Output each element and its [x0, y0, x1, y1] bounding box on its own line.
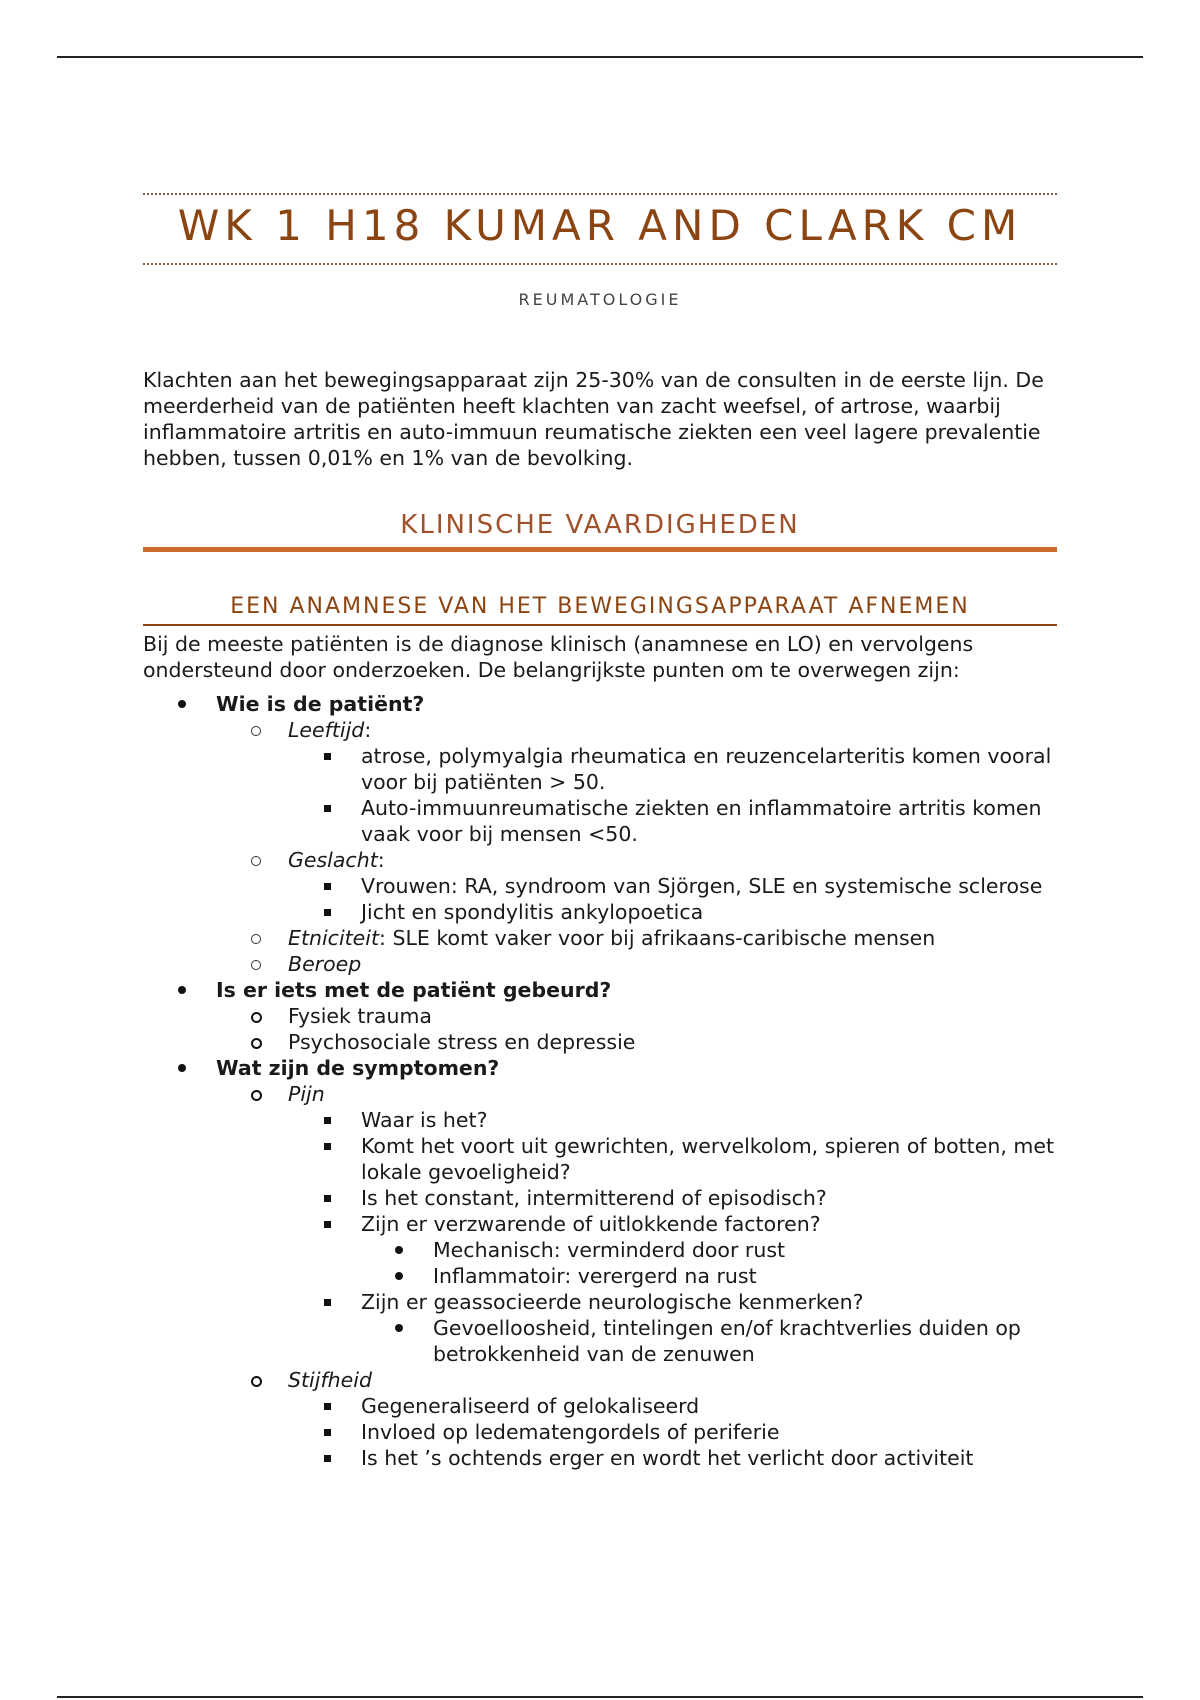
- list-item-label: Leeftijd: [288, 718, 365, 742]
- list-item: [143, 1133, 1057, 1185]
- list-item-text: Psychosociale stress en depressie: [288, 1030, 636, 1054]
- subsection-heading: EEN ANAMNESE VAN HET BEWEGINGSAPPARAAT AFNEMEN: [230, 594, 970, 619]
- list-item-label: Etniciteit: [288, 926, 380, 950]
- list-item: [143, 925, 1057, 951]
- bullet-dot-icon: [178, 1064, 186, 1072]
- bullet-circle-icon: [251, 1376, 262, 1387]
- list-item-text: Auto-immuunreumatische ziekten en inflammatoire artritis komen vaak voor bij mensen <50.: [361, 796, 1042, 846]
- list-item-text: Jicht en spondylitis ankylopoetica: [361, 900, 704, 924]
- list-item: [143, 1211, 1057, 1237]
- list-item: [143, 1081, 1057, 1107]
- list-item-label: Geslacht: [288, 848, 378, 872]
- list-item-text: Mechanisch: verminderd door rust: [433, 1238, 786, 1262]
- page-bottom-rule: [57, 1696, 1143, 1698]
- lead-paragraph: Bij de meeste patiënten is de diagnose klinisch (anamnese en LO) en vervolgens ondersteund door onderzoeken. De belangrijkste punten om te overwegen zijn:: [143, 632, 974, 682]
- list-item: [143, 1107, 1057, 1133]
- list-item-text: : SLE komt vaker voor bij afrikaans-caribische mensen: [379, 926, 936, 950]
- list-item-text: Komt het voort uit gewrichten, wervelkolom, spieren of botten, met lokale gevoeligheid?: [361, 1134, 1054, 1184]
- bullet-square-icon: [324, 753, 331, 760]
- list-item: [143, 1445, 1057, 1471]
- list-item: [143, 1263, 1057, 1289]
- list-item: [143, 1237, 1057, 1263]
- bullet-square-icon: [324, 1143, 331, 1150]
- list-item: [143, 1029, 1057, 1055]
- list-item-text: Gegeneraliseerd of gelokaliseerd: [361, 1394, 700, 1418]
- list-item-text: Is het ’s ochtends erger en wordt het verlicht door activiteit: [361, 1446, 974, 1470]
- bullet-dot-icon: [178, 986, 186, 994]
- list-item-text: Waar is het?: [361, 1108, 488, 1132]
- list-item: [143, 1289, 1057, 1315]
- bullet-square-icon: [324, 1117, 331, 1124]
- list-item: [143, 899, 1057, 925]
- list-item: [143, 1315, 1057, 1367]
- list-item: [143, 977, 1057, 1003]
- document-subtitle: REUMATOLOGIE: [518, 290, 682, 309]
- list-item-text: Gevoelloosheid, tintelingen en/of krachtverlies duiden op betrokkenheid van de zenuwen: [433, 1316, 1021, 1366]
- bullet-circle-icon: [251, 960, 261, 970]
- list-item-text: Wie is de patiënt?: [216, 692, 425, 716]
- bullet-square-icon: [324, 1403, 331, 1410]
- list-item: [143, 873, 1057, 899]
- list-item: [143, 1185, 1057, 1211]
- bullet-circle-icon: [251, 856, 261, 866]
- list-item: [143, 1367, 1057, 1393]
- list-item: [143, 795, 1057, 847]
- bullet-square-icon: [324, 909, 331, 916]
- bullet-dot-icon: [395, 1246, 403, 1254]
- bullet-square-icon: [324, 1429, 331, 1436]
- list-item: [143, 1419, 1057, 1445]
- bullet-square-icon: [324, 1299, 331, 1306]
- bullet-square-icon: [324, 1195, 331, 1202]
- list-item: [143, 1003, 1057, 1029]
- bullet-dot-icon: [395, 1272, 403, 1280]
- title-box: [143, 193, 1057, 265]
- bullet-dot-icon: [395, 1324, 403, 1332]
- bullet-dot-icon: [178, 700, 186, 708]
- bullet-square-icon: [324, 883, 331, 890]
- bullet-circle-icon: [251, 1012, 262, 1023]
- list-item: [143, 951, 1057, 977]
- bullet-circle-icon: [251, 1090, 262, 1101]
- list-item: [143, 1393, 1057, 1419]
- list-item-text: Vrouwen: RA, syndroom van Sjörgen, SLE en systemische sclerose: [361, 874, 1043, 898]
- list-item: [143, 691, 1057, 717]
- list-item-text: Is er iets met de patiënt gebeurd?: [216, 978, 612, 1002]
- list-item: Leeftijd:: [143, 717, 1057, 743]
- list-item-text: Fysiek trauma: [288, 1004, 432, 1028]
- list-item-label: Beroep: [288, 952, 362, 976]
- list-item-label: Stijfheid: [288, 1368, 372, 1392]
- list-item-text: Wat zijn de symptomen?: [216, 1056, 500, 1080]
- bullet-square-icon: [324, 805, 331, 812]
- list-item-text: Zijn er verzwarende of uitlokkende factoren?: [361, 1212, 821, 1236]
- list-item-label: Pijn: [288, 1082, 325, 1106]
- bullet-square-icon: [324, 1221, 331, 1228]
- bullet-circle-icon: [251, 726, 261, 736]
- bullet-square-icon: [324, 1455, 331, 1462]
- section-heading: KLINISCHE VAARDIGHEDEN: [400, 510, 800, 540]
- list-item-text: atrose, polymyalgia rheumatica en reuzencelarteritis komen vooral voor bij patiënten > 50.: [361, 744, 1052, 794]
- list-item: Geslacht:: [143, 847, 1057, 873]
- outline-list: [143, 691, 1057, 1471]
- bullet-circle-icon: [251, 934, 261, 944]
- document-title: WK 1 H18 KUMAR AND CLARK CM: [177, 201, 1023, 250]
- page-top-rule: [57, 56, 1143, 58]
- list-item: [143, 743, 1057, 795]
- list-item-text: Invloed op ledematengordels of periferie: [361, 1420, 780, 1444]
- bullet-circle-icon: [251, 1038, 262, 1049]
- list-item-text: Is het constant, intermitterend of episodisch?: [361, 1186, 827, 1210]
- list-item-text: Zijn er geassocieerde neurologische kenmerken?: [361, 1290, 864, 1314]
- section-rule: [143, 547, 1057, 552]
- list-item: [143, 1055, 1057, 1081]
- subsection-rule: [143, 624, 1057, 626]
- list-item-text: Inflammatoir: verergerd na rust: [433, 1264, 757, 1288]
- intro-paragraph: Klachten aan het bewegingsapparaat zijn 25-30% van de consulten in de eerste lijn. De meerderheid van de patiënten heeft klachten van zacht weefsel, of artrose, waarbij inflammatoire artritis en auto-immuun reumatische ziekten een veel lagere prevalentie hebben, tussen 0,01% en 1% van de bevolking.: [143, 368, 1044, 470]
